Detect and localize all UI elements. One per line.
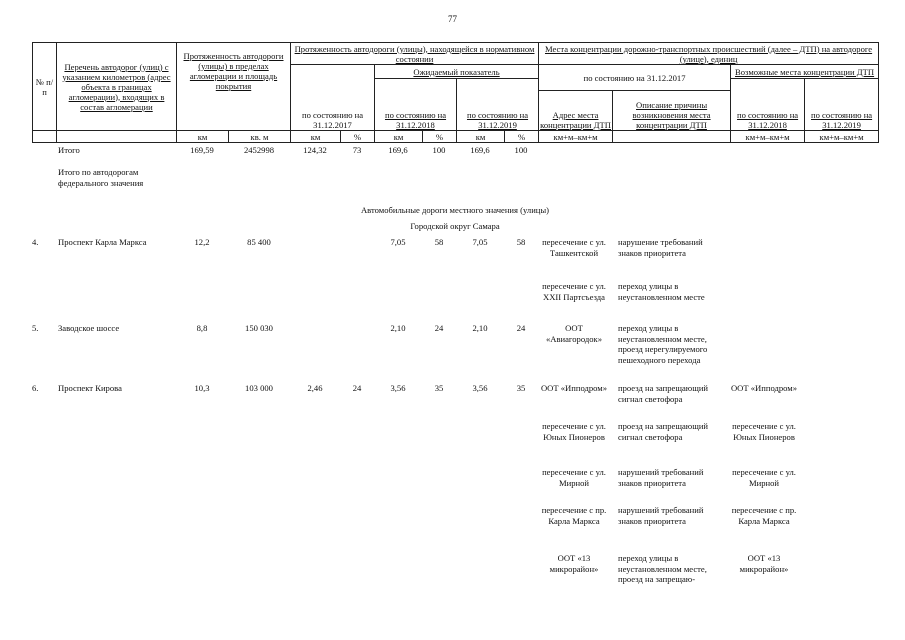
pct-2018: 35	[434, 383, 444, 393]
total-km-2017: 124,32	[303, 145, 327, 155]
section-city-title: Городской округ Самара	[410, 221, 500, 231]
as-of-2019-header: по состоянию на 31.12.2019	[457, 79, 539, 131]
spot-possible: пересечение с ул. Юных Пионеров	[732, 421, 796, 442]
road-length: 12,2	[194, 237, 210, 247]
spot-address: ООТ «Авиагородок»	[545, 323, 603, 344]
pct-2018: 24	[434, 323, 444, 333]
spot-possible: ООТ «Ипподром»	[730, 383, 798, 393]
km-2017: 2,46	[307, 383, 323, 393]
unit-km-2018: км	[375, 131, 423, 143]
total-length: 169,59	[190, 145, 214, 155]
road-area: 150 030	[245, 323, 273, 333]
spot-cause: нарушений требований знаков приоритета	[618, 505, 704, 526]
as-of-2018-header: по состоянию на 31.12.2018	[375, 79, 457, 131]
unit-sqm: кв. м	[229, 131, 291, 143]
total-label: Итого	[58, 145, 80, 155]
poss-2018-header: по состоянию на 31.12.2018	[731, 79, 805, 131]
road-length: 8,8	[196, 323, 208, 333]
poss-2019-header: по состоянию на 31.12.2019	[805, 79, 879, 131]
row-num: 4.	[32, 237, 39, 247]
road-area: 85 400	[247, 237, 271, 247]
unit-km-2019: км	[457, 131, 505, 143]
unit-pct-2017: %	[341, 131, 375, 143]
road-length: 10,3	[194, 383, 210, 393]
spot-cause: переход улицы в неустановленном месте, проезд нерегулируемого пешеходного перехода	[618, 323, 708, 365]
group-dtp-header: Места концентрации дорожно-транспортных происшествий (далее – ДТП) на автодороге (улице), единиц	[539, 43, 879, 65]
pct-2019: 24	[516, 323, 526, 333]
unit-km-2017: км	[291, 131, 341, 143]
km-2019: 3,56	[472, 383, 488, 393]
spot-cause: проезд на запрещающий сигнал светофора	[618, 421, 709, 442]
unit-pct-2018: %	[423, 131, 457, 143]
spot-address: ООТ «13 микрорайон»	[549, 553, 599, 574]
road-area: 103 000	[245, 383, 273, 393]
section-local-title: Автомобильные дороги местного значения (улицы)	[360, 205, 550, 215]
spot-address: пересечение с ул. XXII Партсъезда	[542, 281, 606, 302]
possible-header: Возможные места концентрации ДТП	[731, 65, 879, 79]
spot-address: пересечение с ул. Ташкентской	[542, 237, 606, 258]
row-num: 6.	[32, 383, 39, 393]
spot-address: пересечение с ул. Юных Пионеров	[542, 421, 606, 442]
dtp-as-of-2017-header: по состоянию на 31.12.2017	[539, 65, 731, 91]
page-number: 77	[448, 14, 457, 24]
total-area: 2452998	[243, 145, 275, 155]
spot-address: пересечение с пр. Карла Маркса	[541, 505, 607, 526]
col-num-header: № п/п	[33, 43, 57, 131]
road-name: Заводское шоссе	[58, 323, 120, 333]
expected-header: Ожидаемый показатель	[375, 65, 539, 79]
pct-2018: 58	[434, 237, 444, 247]
unit-address: км+м–км+м	[539, 131, 613, 143]
km-2019: 7,05	[472, 237, 488, 247]
pct-2017: 24	[352, 383, 362, 393]
spot-cause: переход улицы в неустановленном месте, проезд на запрещаю-	[618, 553, 707, 584]
road-name: Проспект Кирова	[58, 383, 122, 393]
unit-poss-2019: км+м–км+м	[805, 131, 879, 143]
as-of-2017-header: по состоянию на 31.12.2017	[291, 65, 375, 131]
total-km-2018: 169,6	[388, 145, 408, 155]
address-header: Адрес места концентрации ДТП	[539, 91, 613, 131]
spot-cause: проезд на запрещающий сигнал светофора	[618, 383, 709, 404]
km-2018: 2,10	[390, 323, 406, 333]
federal-total-label: Итого по автодорогам федерального значения	[58, 167, 144, 188]
total-pct-2018: 100	[432, 145, 446, 155]
km-2019: 2,10	[472, 323, 488, 333]
km-2018: 7,05	[390, 237, 406, 247]
spot-address: пересечение с ул. Мирной	[542, 467, 606, 488]
spot-address: ООТ «Ипподром»	[540, 383, 608, 393]
pct-2019: 35	[516, 383, 526, 393]
unit-pct-2019: %	[505, 131, 539, 143]
unit-poss-2018: км+м–км+м	[731, 131, 805, 143]
spot-cause: переход улицы в неустановленном месте	[618, 281, 705, 302]
spot-possible: пересечение с пр. Карла Маркса	[731, 505, 797, 526]
unit-km: км	[177, 131, 229, 143]
spot-cause: нарушение требований знаков приоритета	[618, 237, 703, 258]
col-length-header: Протяженность автодороги (улицы) в пределах агломерации и площадь покрытия	[177, 43, 291, 131]
total-pct-2017: 73	[352, 145, 362, 155]
km-2018: 3,56	[390, 383, 406, 393]
road-name: Проспект Карла Маркса	[58, 237, 147, 247]
table-header	[32, 42, 879, 143]
cause-header: Описание причины возникновения места концентрации ДТП	[613, 91, 731, 131]
group-norm-header: Протяженность автодороги (улицы), находящейся в нормативном состоянии	[291, 43, 539, 65]
pct-2019: 58	[516, 237, 526, 247]
row-num: 5.	[32, 323, 39, 333]
spot-cause: нарушений требований знаков приоритета	[618, 467, 704, 488]
total-km-2019: 169,6	[470, 145, 490, 155]
col-road-header: Перечень автодорог (улиц) с указанием километров (адрес объекта в границах агломерации), входящих в состав агломерации	[57, 43, 177, 131]
spot-possible: ООТ «13 микрорайон»	[739, 553, 789, 574]
total-pct-2019: 100	[514, 145, 528, 155]
spot-possible: пересечение с ул. Мирной	[732, 467, 796, 488]
